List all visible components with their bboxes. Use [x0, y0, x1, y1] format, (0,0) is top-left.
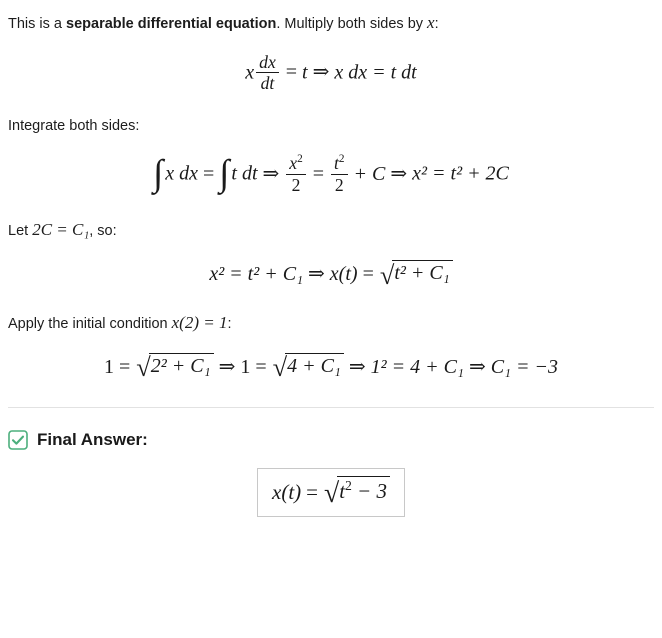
section-divider [8, 407, 654, 408]
equation-general-solution [8, 261, 654, 288]
paragraph-initial-condition [8, 310, 654, 336]
eq4-square-root-2 [272, 354, 344, 381]
line1-variable: x [427, 13, 435, 32]
eq2-integral-sign-right: ∫ [219, 153, 230, 194]
eq3-radical-sign: √ [379, 259, 395, 290]
paragraph-integrate: Integrate both sides: [8, 117, 140, 134]
eq3-radicand: t² + C₁ [392, 260, 452, 284]
line4-pre: Apply the initial condition [8, 315, 172, 332]
line4-post: : [227, 315, 232, 332]
eq4-equals-2: = [255, 355, 267, 378]
eq1-equals: = [285, 61, 298, 84]
eq1-frac-numerator: dx [259, 51, 276, 72]
line1-post: . Multiply both sides by [276, 16, 428, 32]
eq2-integrand-right: t dt [231, 163, 258, 185]
eq2-equals-2: = [312, 163, 325, 185]
eq1-implies-arrow: ⇒ [312, 61, 330, 84]
equation-solve-constant [8, 354, 654, 381]
eq1-lhs-var: x [245, 61, 255, 84]
final-radical-sign: √ [324, 477, 340, 509]
eq3-equals: = [362, 263, 374, 286]
eq4-step2-lhs: 1 [240, 355, 251, 378]
line1-bold: separable differential equation [66, 16, 277, 32]
eq4-radicand-2: 4 + C₁ [285, 353, 344, 377]
final-radicand: $t^2 - 3$ [337, 476, 390, 504]
eq2-equals: = [202, 163, 215, 185]
equation-integration [8, 155, 654, 195]
eq1-result: x dx = t dt [334, 61, 417, 84]
eq4-radical-sign-1: √ [136, 352, 151, 383]
line3-pre: Let [8, 223, 33, 240]
eq4-radicand-1: 2² + C₁ [149, 353, 214, 377]
final-square-root [323, 477, 390, 507]
eq2-implies-arrow-1: ⇒ [262, 163, 280, 185]
eq4-implies-arrow-3: ⇒ [468, 355, 486, 378]
eq2-frac2-denominator: 2 [334, 174, 344, 195]
eq2-frac1-denominator: 2 [291, 174, 301, 195]
check-box-icon [8, 430, 28, 450]
eq2-implies-arrow-2: ⇒ [390, 163, 408, 185]
eq2-frac1-num-exponent: 2 [297, 153, 303, 166]
eq4-step4: C₁ = −3 [490, 355, 558, 378]
eq3-lhs: x² = t² + C₁ [209, 263, 304, 286]
line1-pre: This is a [8, 16, 67, 32]
final-answer-title: Final Answer: [37, 429, 148, 449]
paragraph-separable-equation [8, 10, 654, 36]
eq2-frac2-num-base: t [334, 153, 339, 174]
eq2-frac2-numerator [331, 154, 348, 172]
eq3-square-root [379, 261, 453, 288]
line3-post: , so: [89, 223, 117, 240]
final-answer-container [8, 468, 654, 517]
line4-math: x(2) = 1 [171, 312, 228, 332]
paragraph-let-constant [8, 217, 654, 243]
line3-math: 2C = C₁ [32, 220, 90, 240]
eq4-step3: 1² = 4 + C₁ [370, 355, 464, 378]
final-answer-box [257, 468, 405, 517]
eq1-fraction-dx-dt [256, 53, 279, 93]
final-radicand-exponent: 2 [345, 477, 352, 493]
eq1-frac-denominator: dt [260, 73, 275, 94]
eq1-rhs: t [302, 61, 308, 84]
equation-separable-form [8, 51, 654, 94]
eq4-equals-1: = [119, 355, 131, 378]
eq2-frac2-num-exponent: 2 [338, 153, 345, 166]
eq2-integral-sign-left: ∫ [153, 153, 164, 194]
eq2-integrand-left: x dx [165, 163, 198, 185]
eq2-fraction-t2-over-2 [331, 154, 348, 194]
eq4-implies-arrow-1: ⇒ [218, 355, 236, 378]
eq2-plus-constant: + C [353, 163, 386, 185]
eq4-step1-lhs: 1 [104, 355, 114, 378]
final-function-label: x(t) [272, 479, 302, 504]
final-answer-header [8, 430, 654, 450]
eq2-fraction-x2-over-2 [286, 154, 305, 194]
eq4-radical-sign-2: √ [272, 352, 288, 383]
eq3-implies-arrow: ⇒ [308, 263, 325, 286]
line1-end: : [434, 16, 439, 32]
eq2-final-form: x² = t² + 2C [412, 163, 509, 185]
eq3-function: x(t) [329, 263, 358, 286]
eq2-frac1-numerator [286, 154, 305, 172]
eq4-implies-arrow-2: ⇒ [348, 355, 366, 378]
final-equals: = [306, 479, 319, 504]
eq2-frac1-num-base: x [289, 153, 298, 174]
eq4-square-root-1 [135, 354, 213, 381]
